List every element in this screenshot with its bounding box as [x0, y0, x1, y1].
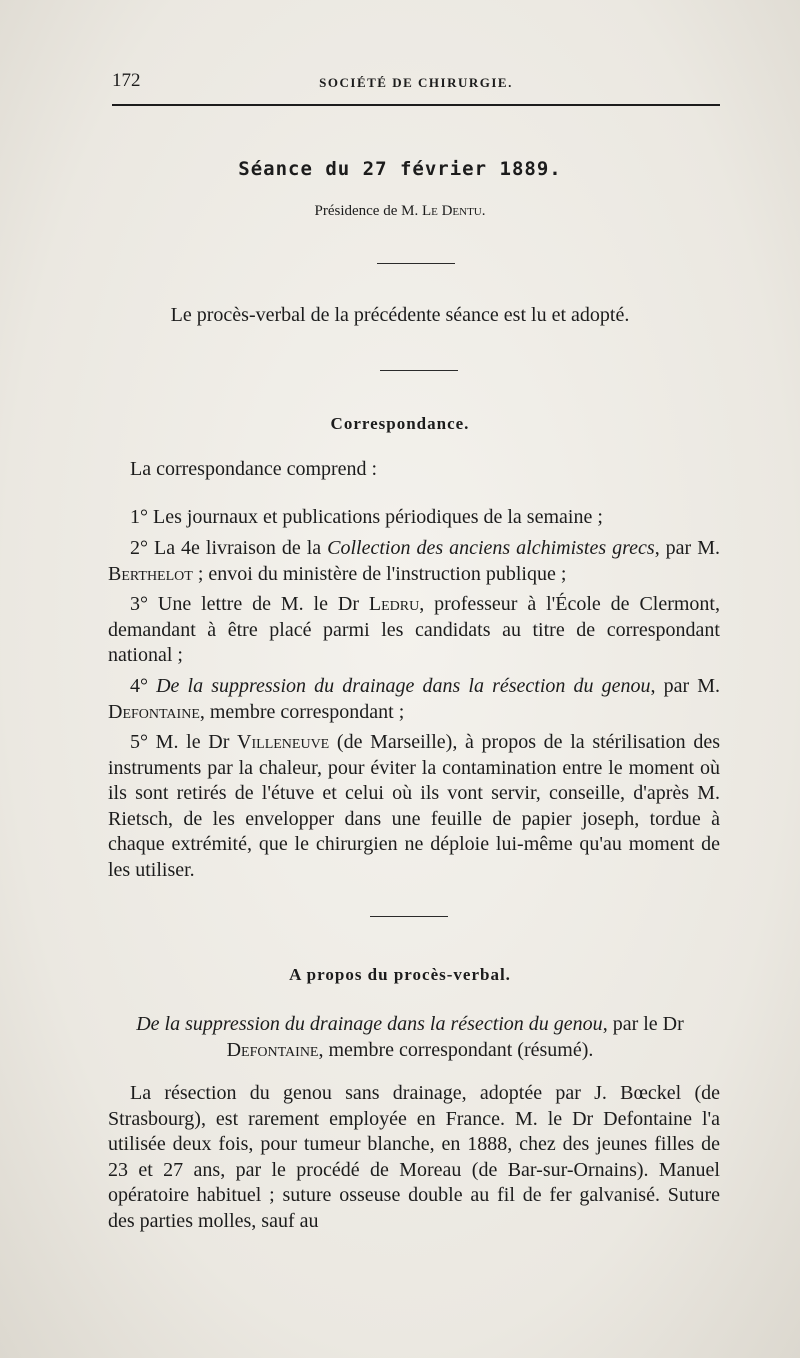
subtitle-text-a: , par le Dr: [602, 1013, 684, 1035]
subtitle-name: Defontaine: [226, 1038, 319, 1061]
item3-text-a: 3° Une lettre de M. le Dr: [130, 593, 369, 615]
item3-name: Ledru: [368, 593, 420, 615]
divider-rule: [380, 370, 458, 371]
item4-title: De la suppression du drainage dans la résection du genou: [156, 675, 651, 697]
session-title: Séance du 27 février 1889.: [238, 158, 562, 180]
correspondance-item-3: [108, 592, 720, 669]
presidency-line: [0, 203, 800, 220]
presidency-suffix: .: [481, 203, 486, 219]
divider-rule: [377, 263, 455, 264]
correspondance-intro: La correspondance comprend :: [130, 458, 378, 480]
item4-text-b: , par M.: [650, 675, 720, 697]
item4-text-a: 4°: [130, 675, 157, 697]
item2-name: Berthelot: [108, 562, 193, 585]
proces-verbal-body: La résection du genou sans drainage, adoptée par J. Bœckel (de Strasbourg), est rarement employée en France. M. le Dr Defontaine l'a utilisée deux fois, pour tumeur blanche, en 1888, chez des jeunes filles de 23 et 27 ans, par le procédé de Moreau (de Bar-sur-Ornains). Manuel opératoire habituel ; suture osseuse double au fil de fer galvanisé. Suture des parties molles, sauf au: [108, 1082, 720, 1232]
president-name: Le Dentu: [421, 203, 482, 219]
item2-title: Collection des anciens alchimistes grecs: [327, 537, 655, 559]
correspondance-item-1: 1° Les journaux et publications périodiques de la semaine ;: [130, 506, 603, 528]
item5-text-b: (de Marseille), à propos de la stérilisation des instruments par la chaleur, pour éviter la contamination entre le moment où ils sont retirés de l'étuve et celui où ils vont servir, conseille, d'après M. Rietsch, de les envelopper dans une feuille de papier joseph, tordue à chaque extrémité, que le chirurgien ne déploie lui-même qu'au moment de les utiliser.: [108, 731, 720, 881]
subtitle-text-b: , membre correspondant (résumé).: [318, 1038, 594, 1061]
item5-name: Villeneuve: [237, 731, 330, 753]
item2-text-b: , par M.: [654, 537, 720, 559]
subtitle-title: De la suppression du drainage dans la résection du genou: [136, 1013, 603, 1035]
item2-text-c: ; envoi du ministère de l'instruction publique ;: [192, 562, 567, 585]
item4-text-c: , membre correspondant ;: [199, 700, 405, 723]
correspondance-item-2: [108, 536, 720, 587]
item4-name: Defontaine: [108, 700, 200, 723]
proces-verbal-heading: A propos du procès-verbal.: [289, 965, 511, 984]
running-head: SOCIÉTÉ DE CHIRURGIE.: [319, 75, 513, 90]
presidency-prefix: Présidence de M.: [314, 203, 422, 219]
correspondance-heading: Correspondance.: [330, 414, 470, 433]
page-number: 172: [112, 70, 141, 91]
correspondance-item-4: [108, 674, 720, 725]
item5-text-a: 5° M. le Dr: [130, 731, 238, 753]
divider-rule: [370, 916, 448, 917]
proces-verbal-subtitle: [100, 1012, 720, 1063]
item2-text-a: 2° La 4e livraison de la: [130, 537, 328, 559]
page-header: [112, 70, 720, 104]
item3-text-b: , professeur à l'École de Clermont, demandant à être placé parmi les candidats au titre de correspondant national ;: [108, 593, 720, 666]
minutes-statement: Le procès-verbal de la précédente séance est lu et adopté.: [170, 304, 630, 326]
correspondance-item-5: [108, 730, 720, 883]
header-rule: [112, 104, 720, 106]
